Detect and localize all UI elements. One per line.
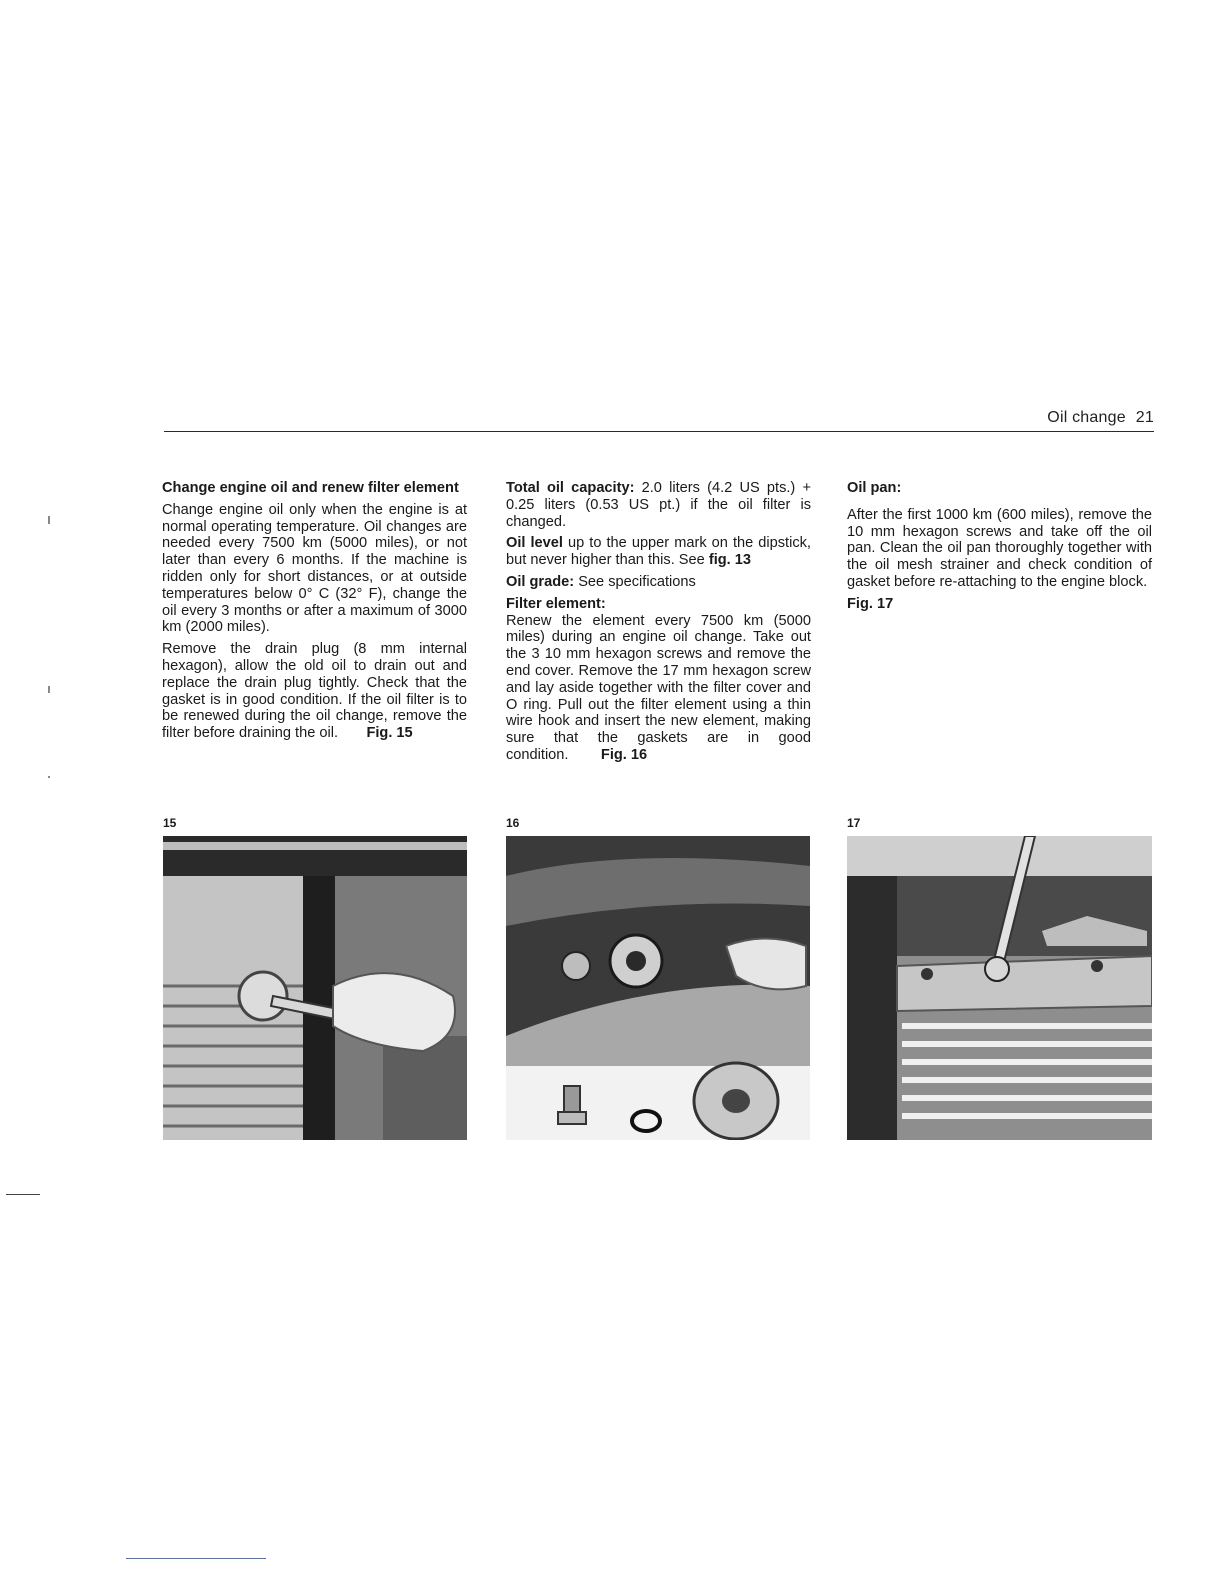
figure-16-illustration [506,836,810,1140]
scan-mark [48,776,50,778]
scan-mark [126,1558,266,1559]
page-number: 21 [1135,409,1154,426]
col3-figref: Fig. 17 [847,595,894,612]
col3-heading: Oil pan: [847,480,902,496]
figure-17-illustration [847,836,1152,1140]
filter-text: Renew the element every 7500 km (5000 miles) during an engine oil change. Take out the 3 10 mm hexagon screws and remove the end cover. Remove the 17 mm hexagon screw and lay aside together with the filter cover and O ring. Pull out the filter element using a thin wire hook and insert the new element, making sure that the gaskets are in good condition. [506,612,811,763]
col1-heading: Change engine oil and renew filter element [162,480,459,496]
col1-para1: Change engine oil only when the engine is at normal operating temperature. Oil changes are needed every 7500 km (5000 miles), or not later than every 6 months. If the machine is ridden only for short distances, or at outside temperatures below 0° C (32° F), change the oil every 3 months or after a maximum of 3000 km (2000 miles). [162,501,467,636]
col2-grade [506,574,811,591]
scan-mark [48,516,50,524]
level-text: up to the upper mark on the dipstick, but never higher than this. See [506,535,811,569]
scan-mark [6,1194,40,1195]
col3-text: After the first 1000 km (600 miles), remove the 10 mm hexagon screws and take off the oil pan. Clean the oil pan thoroughly together with the oil mesh strainer and check condition of gasket before re-attaching to the engine block. [847,506,1152,590]
capacity-label: Total oil capacity: [506,480,635,496]
scan-mark [48,686,50,693]
capacity-text: 2.0 liters (4.2 US pts.) + 0.25 liters (0.53 US pt.) if the oil filter is changed. [506,480,811,530]
figure-15-number: 15 [163,816,177,830]
grade-label: Oil grade: [506,573,575,590]
figure-17-photo [847,836,1152,1140]
col2-level [506,535,811,569]
level-label: Oil level [506,535,563,552]
header-rule [164,431,1154,432]
level-figref: fig. 13 [708,552,752,569]
running-head [1047,409,1154,427]
figure-15-illustration [163,836,467,1140]
column-3 [847,480,1152,618]
col1-figref: Fig. 15 [366,725,413,742]
figure-17-number: 17 [847,816,861,830]
figure-16-number: 16 [506,816,520,830]
col3-figref-line [847,596,1152,613]
col2-filter [506,613,811,764]
figure-15-photo [163,836,467,1140]
col1-para2-text: Remove the drain plug (8 mm internal hexagon), allow the old oil to drain out and replace the drain plug tightly. Check that the gasket is in good condition. If the oil filter is to be renewed during the oil change, remove the filter before draining the oil. [162,641,467,742]
filter-heading: Filter element: [506,595,606,612]
col2-capacity [506,480,811,530]
col1-para2 [162,641,467,742]
column-2 [506,480,811,769]
col2-figref: Fig. 16 [600,746,648,763]
figure-16-photo [506,836,810,1140]
grade-text: See specifications [578,573,696,590]
column-1 [162,480,467,747]
section-title: Oil change [1047,409,1126,426]
